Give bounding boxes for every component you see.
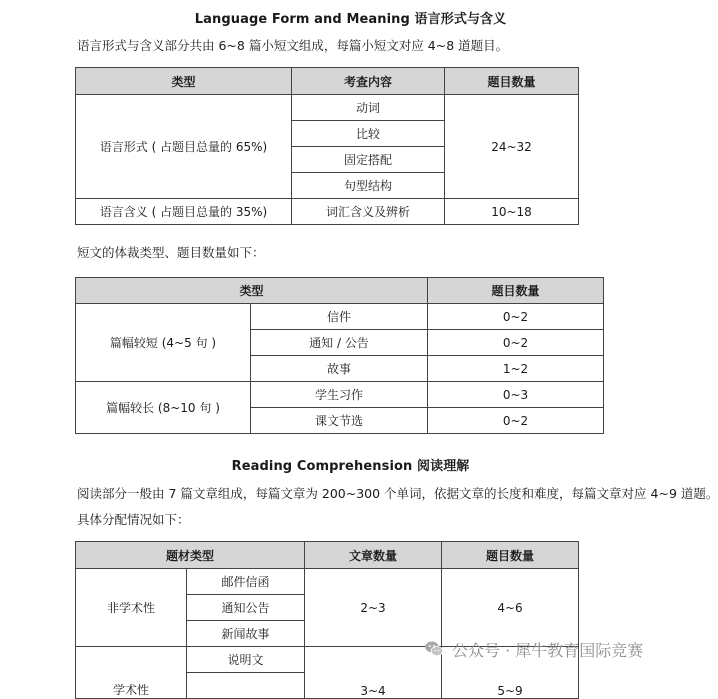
academic-label-cell: 学术性 [76, 647, 187, 699]
table-cell: 故事 [251, 356, 428, 382]
meaning-count-cell: 10~18 [445, 199, 579, 225]
nonacademic-questions-cell: 4~6 [442, 569, 579, 647]
reading-table [75, 541, 579, 699]
table-cell: 词汇含义及辨析 [292, 199, 445, 225]
table-header-cell: 题目数量 [428, 278, 604, 304]
genre-intro-paragraph: 短文的体裁类型、题目数量如下： [77, 245, 265, 260]
genre-table [75, 277, 604, 434]
table-cell: 0~2 [428, 330, 604, 356]
watermark [424, 636, 643, 662]
table-cell: 邮件信函 [187, 569, 305, 595]
table-cell: 1~2 [428, 356, 604, 382]
table-header-cell: 考查内容 [292, 68, 445, 95]
table-cell: 0~2 [428, 304, 604, 330]
table-cell: 通知 / 公告 [251, 330, 428, 356]
section-heading-reading: Reading Comprehension 阅读理解 [231, 459, 470, 474]
table-cell: 句型结构 [292, 173, 445, 199]
section-intro-paragraph: 语言形式与含义部分共由 6~8 篇小短文组成，每篇小短文对应 4~8 道题目。 [77, 38, 509, 53]
table-cell: 0~3 [428, 382, 604, 408]
table-header-cell: 题目数量 [442, 542, 579, 569]
watermark-text: 公众号 · 犀牛教育国际竞赛 [452, 640, 644, 660]
table-cell: 学生习作 [251, 382, 428, 408]
table-header-cell: 类型 [76, 278, 428, 304]
table-cell: 信件 [251, 304, 428, 330]
table-header-cell: 题目数量 [445, 68, 579, 95]
table-header-cell: 题材类型 [76, 542, 305, 569]
reading-intro-line2: 具体分配情况如下： [77, 512, 190, 527]
academic-questions-cell: 5~9 [442, 647, 579, 699]
table-cell: 固定搭配 [292, 147, 445, 173]
table-cell: 比较 [292, 121, 445, 147]
table-cell: 课文节选 [251, 408, 428, 434]
nonacademic-articles-cell: 2~3 [305, 569, 442, 647]
table-cell: 新闻故事 [187, 621, 305, 647]
short-genre-cell: 篇幅较短 (4~5 句 ) [76, 304, 251, 382]
section-heading-language-form: Language Form and Meaning 语言形式与含义 [194, 12, 507, 27]
wechat-icon [424, 639, 444, 659]
meaning-type-cell: 语言含义 ( 占题目总量的 35%) [76, 199, 292, 225]
table-cell: 0~2 [428, 408, 604, 434]
table-cell [187, 673, 305, 699]
reading-intro-line1: 阅读部分一般由 7 篇文章组成，每篇文章为 200~300 个单词，依据文章的长度和难度，每篇文章对应 4~9 道题。 [77, 486, 718, 501]
table-cell: 动词 [292, 95, 445, 121]
form-type-cell: 语言形式 ( 占题目总量的 65%) [76, 95, 292, 199]
table-header-cell: 类型 [76, 68, 292, 95]
academic-articles-cell: 3~4 [305, 647, 442, 699]
table-cell: 通知公告 [187, 595, 305, 621]
table-header-cell: 文章数量 [305, 542, 442, 569]
long-genre-cell: 篇幅较长 (8~10 句 ) [76, 382, 251, 434]
table-cell: 说明文 [187, 647, 305, 673]
language-form-table [75, 67, 579, 225]
nonacademic-label-cell: 非学术性 [76, 569, 187, 647]
form-count-cell: 24~32 [445, 95, 579, 199]
